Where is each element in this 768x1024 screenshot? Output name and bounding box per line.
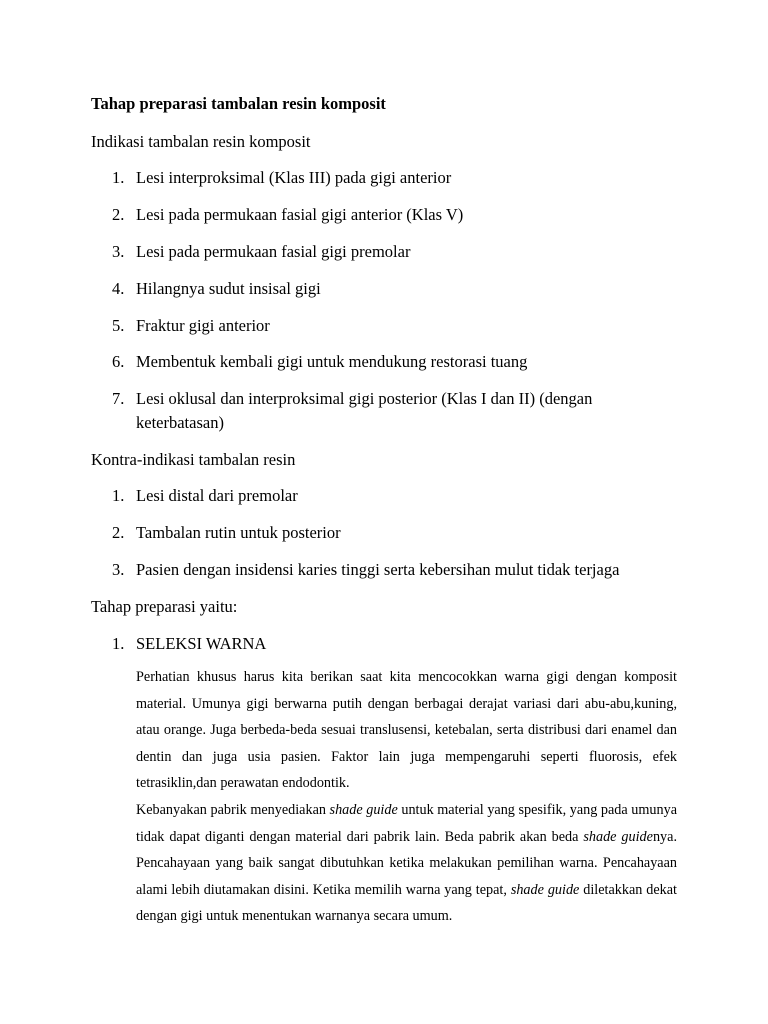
list-text: Lesi pada permukaan fasial gigi premolar — [136, 242, 411, 261]
list-number: 4. — [112, 279, 125, 298]
kontra-heading: Kontra-indikasi tambalan resin — [91, 450, 296, 469]
list-number: 1. — [112, 634, 125, 653]
list-number: 5. — [112, 316, 125, 335]
list-number: 3. — [112, 560, 125, 579]
list-number: 1. — [112, 486, 125, 505]
paragraph-shade-guide — [136, 797, 677, 930]
text-run: diletakkan dekat dengan gigi untuk menentukan warnanya secara umum. — [136, 881, 677, 924]
list-item — [112, 166, 451, 190]
indikasi-heading: Indikasi tambalan resin komposit — [91, 132, 311, 151]
list-item — [112, 558, 619, 582]
list-text: Lesi interproksimal (Klas III) pada gigi anterior — [136, 168, 452, 187]
list-item — [112, 387, 641, 435]
list-item — [112, 203, 463, 227]
list-item — [112, 484, 298, 508]
list-item — [112, 240, 410, 264]
list-item — [112, 350, 527, 374]
list-text: Fraktur gigi anterior — [136, 316, 270, 335]
emphasis-text: shade guide — [510, 881, 580, 898]
text-run: untuk material yang spesifik, yang pada umunya tidak dapat diganti dengan material dari pabrik lain. Beda pabrik akan beda — [136, 802, 677, 845]
list-number: 1. — [112, 168, 125, 187]
list-text: Lesi pada permukaan fasial gigi anterior (Klas V) — [136, 205, 464, 224]
tahap-heading: Tahap preparasi yaitu: — [91, 597, 238, 616]
list-number: 3. — [112, 242, 125, 261]
list-number: 7. — [112, 389, 125, 408]
text-run: nya. Pencahayaan yang baik sangat dibutuhkan ketika melakukan pemilihan warna. Pencahayaan alami lebih diutamakan disini. Ketika memilih warna yang tepat, — [136, 828, 677, 898]
list-text: Hilangnya sudut insisal gigi — [136, 279, 321, 298]
list-number: 2. — [112, 523, 125, 542]
list-text: Lesi oklusal dan interproksimal gigi posterior (Klas I dan II) (dengan keterbatasan) — [136, 389, 593, 432]
list-item — [112, 632, 266, 656]
list-text: Lesi distal dari premolar — [136, 486, 298, 505]
list-text: Pasien dengan insidensi karies tinggi serta kebersihan mulut tidak terjaga — [136, 560, 620, 579]
text-run: Kebanyakan pabrik menyediakan — [136, 802, 330, 818]
emphasis-text: shade guide — [329, 802, 398, 818]
list-item — [112, 521, 341, 545]
list-number: 6. — [112, 352, 125, 371]
list-text: SELEKSI WARNA — [136, 634, 267, 653]
emphasis-text: shade guide — [583, 828, 653, 845]
list-item — [112, 314, 270, 338]
list-item — [112, 277, 321, 301]
list-number: 2. — [112, 205, 125, 224]
document-title: Tahap preparasi tambalan resin komposit — [91, 94, 386, 113]
paragraph-seleksi-warna: Perhatian khusus harus kita berikan saat kita mencocokkan warna gigi dengan komposit material. Umunya gigi berwarna putih dengan berbagai derajat variasi dari abu-abu,kuning, atau orange. Juga berbeda-beda sesuai translusensi, ketebalan, serta distribusi dari enamel dan dentin dan juga usia pasien. Faktor lain juga mempengaruhi seperti fluorosis, efek tetrasiklin,dan perawatan endodontik. — [136, 669, 677, 791]
list-text: Tambalan rutin untuk posterior — [136, 523, 341, 542]
list-text: Membentuk kembali gigi untuk mendukung restorasi tuang — [136, 352, 528, 371]
